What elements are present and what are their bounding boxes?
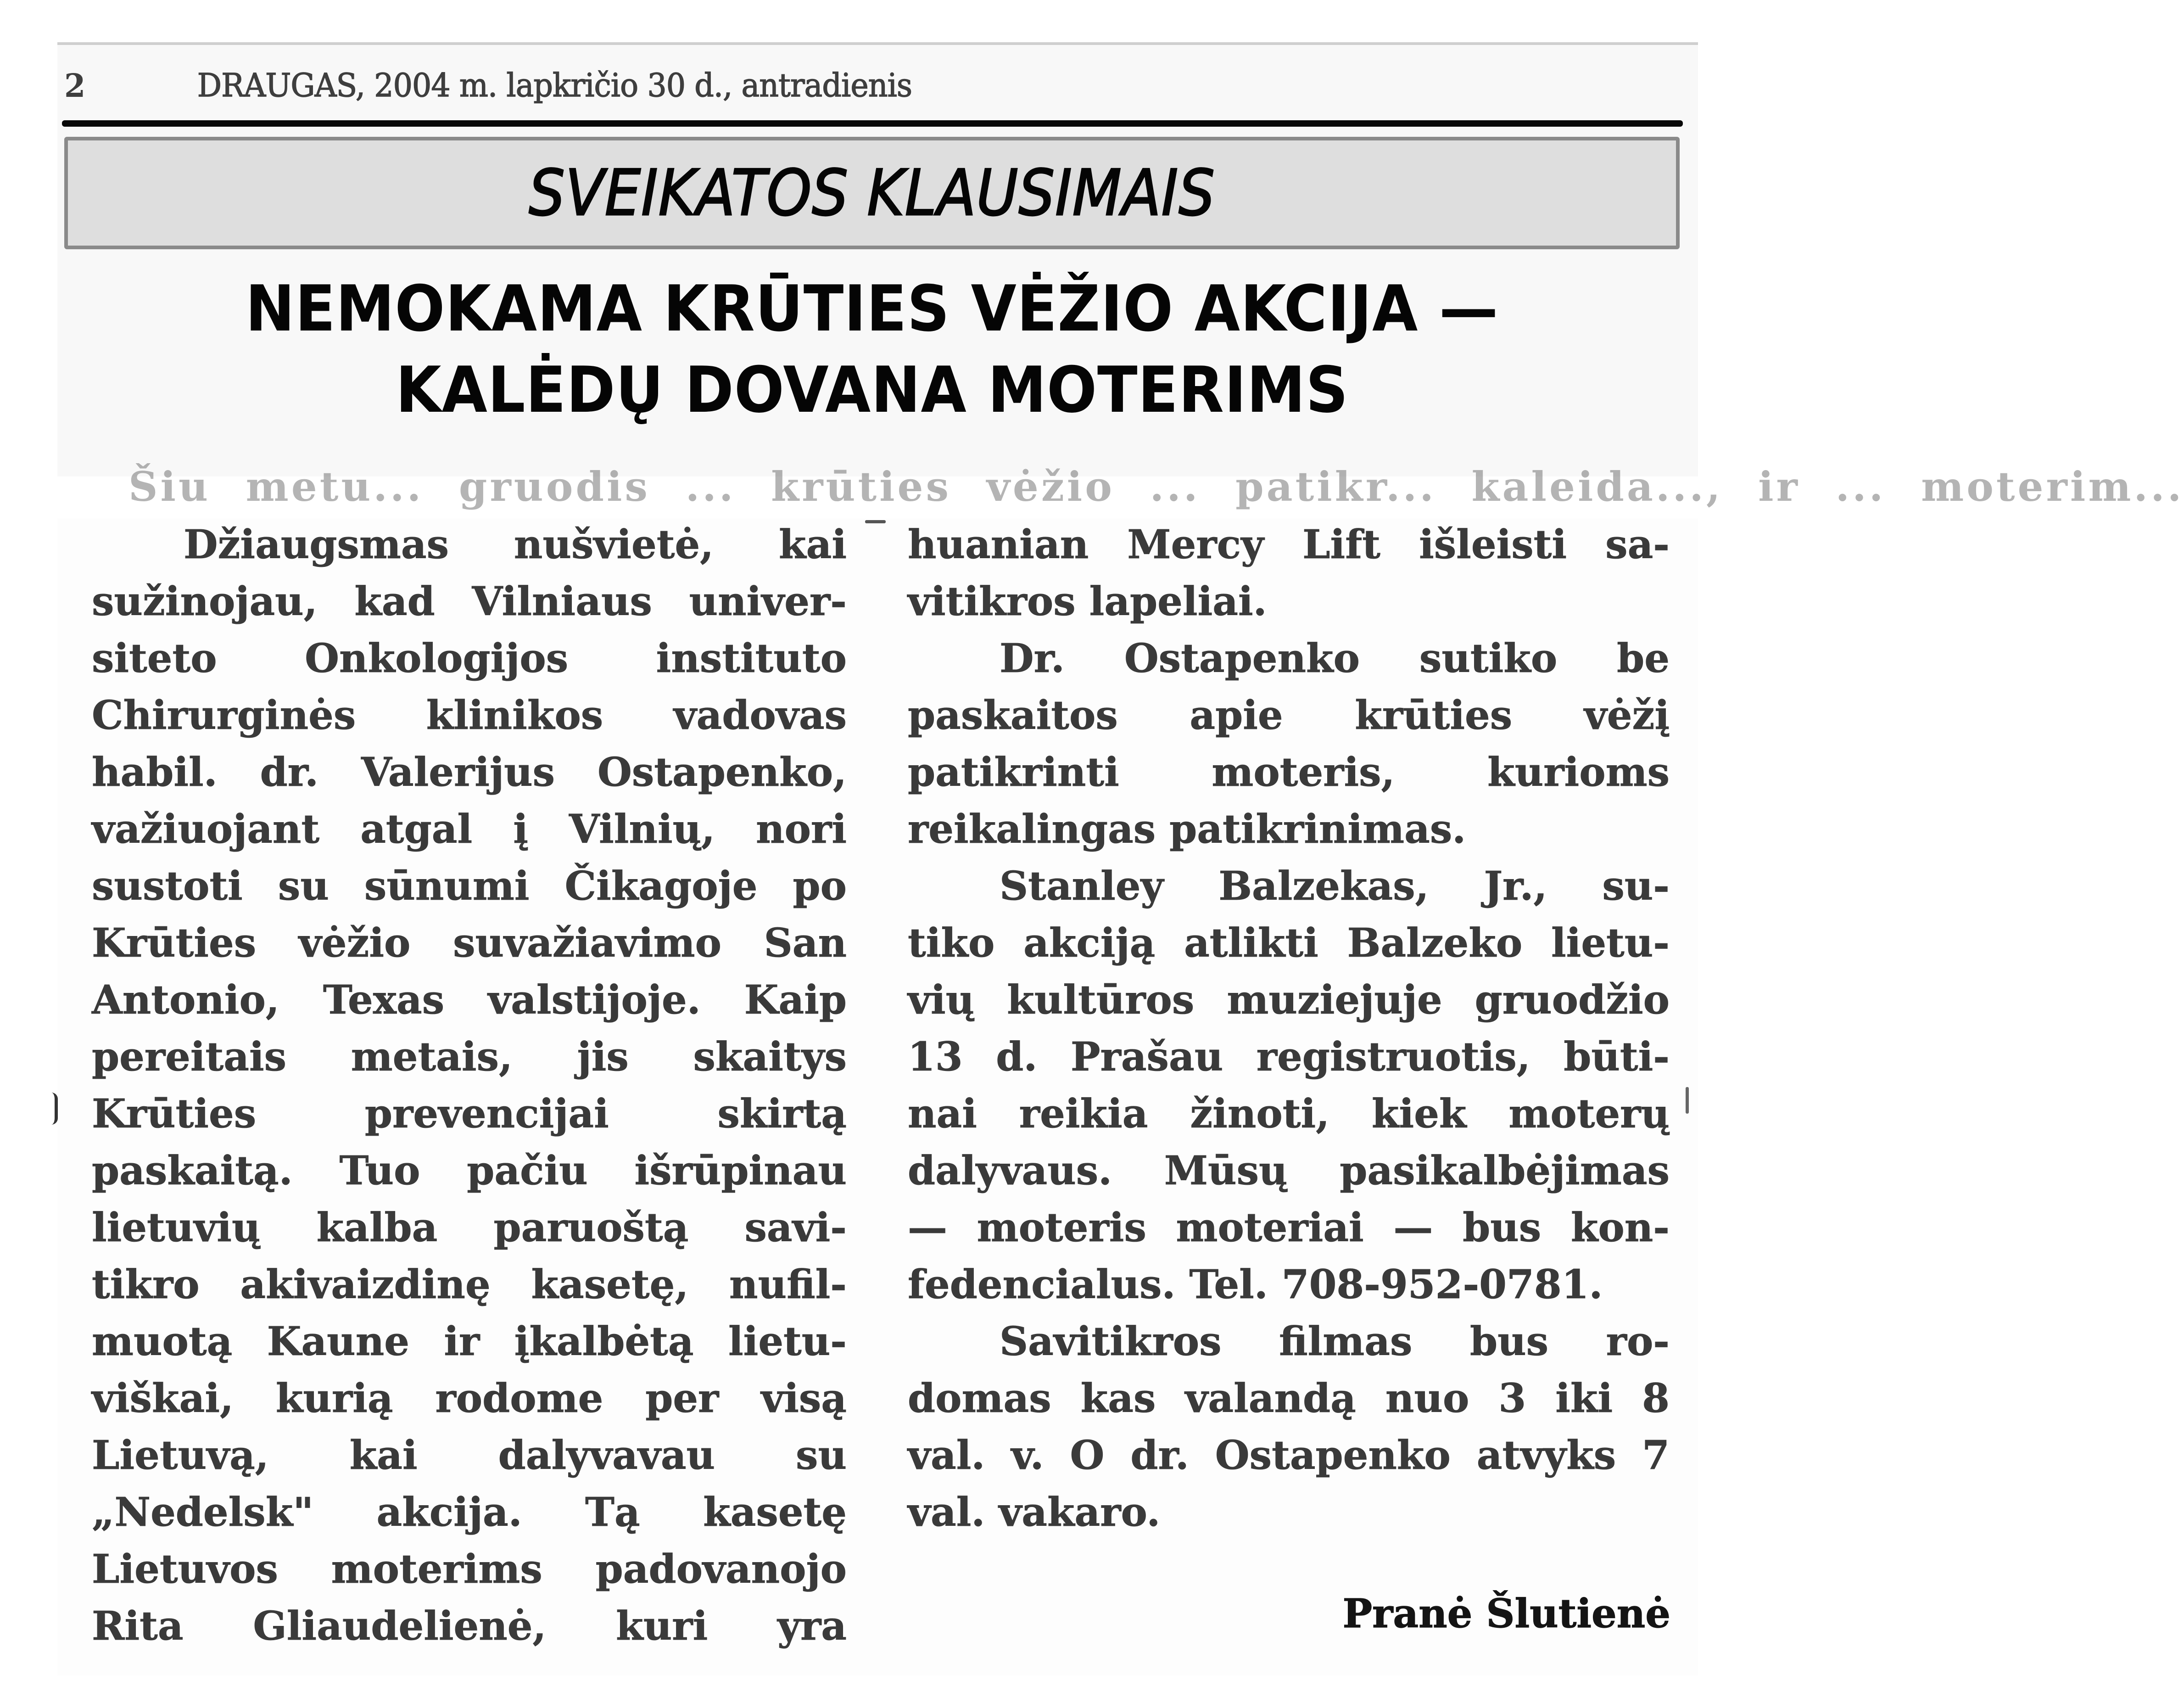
text-line: paskaitos apie krūties vėžį [908,692,1670,739]
headline-text-2: KALĖDŲ DOVANA MOTERIMS [395,353,1349,427]
header-rule-divider [62,120,1683,127]
text-line: habil. dr. Valerijus Ostapenko, [92,749,847,796]
text-line: Stanley Balzekas, Jr., su- [1000,863,1670,909]
text-line-phone: fedencialus. Tel. 708-952-0781. [908,1261,1603,1308]
text-line: sužinojau, kad Vilniaus univer- [92,578,847,625]
text-line: 13 d. Prašau registruotis, būti- [908,1034,1670,1080]
text-line: tiko akciją atlikti Balzeko lietu- [908,920,1670,966]
text-line: Rita Gliaudelienė, kuri yra [92,1603,847,1649]
text-line: vitikros lapeliai. [908,578,1267,625]
newspaper-dateline: DRAUGAS, 2004 m. lapkričio 30 d., antradienis [197,67,912,104]
text-line: Krūties prevencijai skirtą [92,1091,847,1137]
text-line: Džiaugsmas nušvietė, kai [184,521,847,568]
text-line: vių kultūros muziejuje gruodžio [908,977,1670,1023]
text-line: Lietuvos moterims padovanojo [92,1546,847,1592]
page-number: 2 [64,67,85,105]
text-line: reikalingas patikrinimas. [908,806,1466,852]
section-title: SVEIKATOS KLAUSIMAIS [529,156,1215,230]
section-banner [64,137,1680,249]
text-line: viškai, kurią rodome per visą [92,1375,847,1422]
text-line: domas kas valandą nuo 3 iki 8 [908,1375,1670,1422]
text-line: huanian Mercy Lift išleisti sa- [908,521,1670,568]
text-line: dalyvaus. Mūsų pasikalbėjimas [908,1148,1670,1194]
article-right-column [908,516,1670,1541]
text-line: muotą Kaune ir įkalbėtą lietu- [92,1318,847,1365]
cut-off-text-strip [128,454,2184,510]
article-byline: Pranė Šlutienė [1342,1591,1670,1637]
text-line: val. v. O dr. Ostapenko atvyks 7 [908,1432,1670,1479]
article-left-column [92,516,847,1655]
article-headline-line-2 [64,351,1680,429]
text-line: — moteris moteriai — bus kon- [908,1205,1670,1251]
column-divider-mark [865,520,886,523]
text-line: Savitikros filmas bus ro- [1000,1318,1670,1365]
text-line: Dr. Ostapenko sutiko be [1000,635,1670,682]
text-line: tikro akivaizdinę kasetę, nufil- [92,1261,847,1308]
text-line: lietuvių kalba paruoštą savi- [92,1205,847,1251]
page-header [64,67,1599,117]
left-edge-bracket-mark [51,1093,58,1125]
cut-off-text: Šiu metu... gruodis ... krūties vėžio ... patikr... kaleida..., ir ... moterim... [128,463,2184,510]
text-line: „Nedelsk" akcija. Tą kasetę [92,1489,847,1535]
text-line: Lietuvą, kai dalyvavau su [92,1432,847,1479]
text-line: Krūties vėžio suvažiavimo San [92,920,847,966]
text-line: val. vakaro. [908,1489,1161,1535]
text-line: Chirurginės klinikos vadovas [92,692,847,739]
text-line: patikrinti moteris, kurioms [908,749,1670,796]
text-line: važiuojant atgal į Vilnių, nori [92,806,847,852]
text-line: sustoti su sūnumi Čikagoje po [92,863,847,909]
headline-text-1: NEMOKAMA KRŪTIES VĖŽIO AKCIJA — [245,272,1499,346]
text-line: Antonio, Texas valstijoje. Kaip [92,977,847,1023]
text-line: siteto Onkologijos instituto [92,635,847,682]
article-headline-line-1 [64,270,1680,348]
right-edge-mark [1686,1087,1689,1114]
text-line: nai reikia žinoti, kiek moterų [908,1091,1670,1137]
text-line: pereitais metais, jis skaitys [92,1034,847,1080]
text-line: paskaitą. Tuo pačiu išrūpinau [92,1148,847,1194]
